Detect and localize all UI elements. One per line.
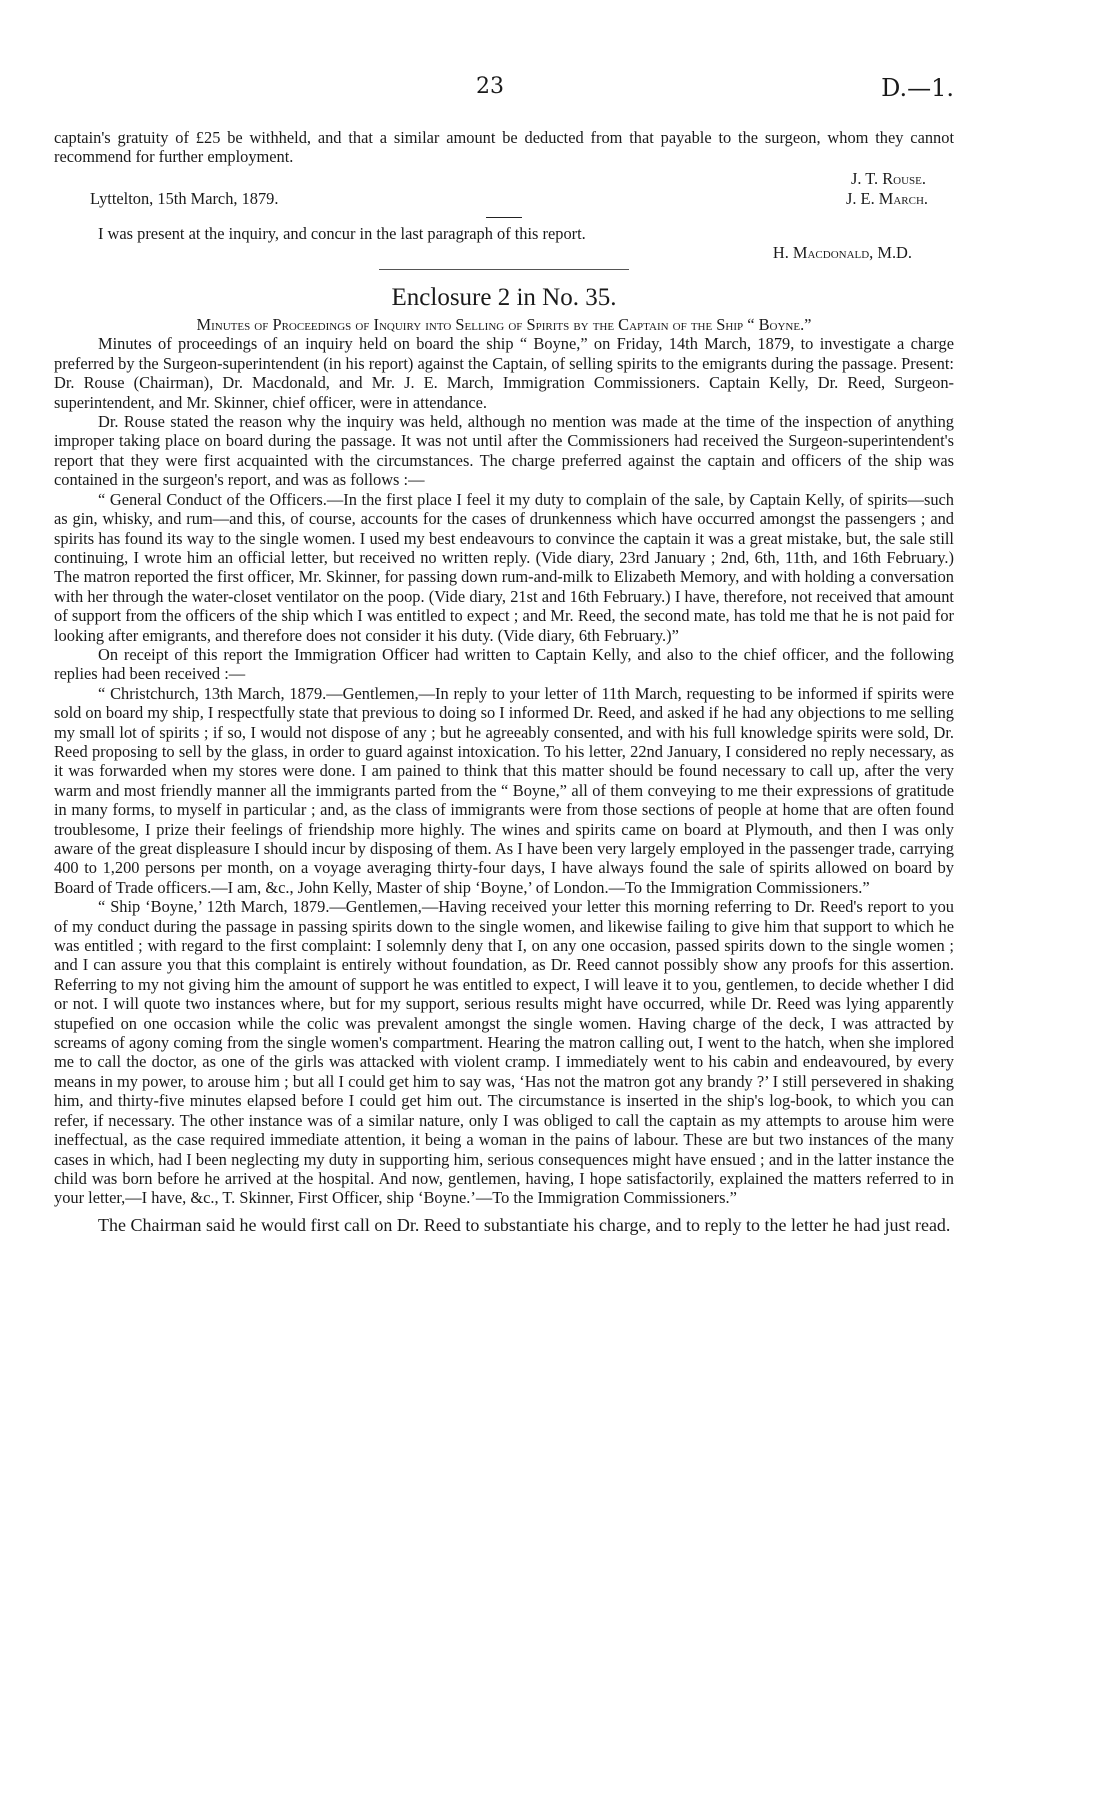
page-number: 23 [476,74,504,99]
receipt-paragraph: On receipt of this report the Immigration Officer had written to Captain Kelly, and also to the chief officer, and the following replies had been received :— [54,644,954,684]
enclosure-heading: Enclosure 2 in No. 35. [391,283,617,311]
document-body [54,128,954,1236]
section-divider [379,269,629,270]
minutes-paragraph: Minutes of proceedings of an inquiry held on board the ship “ Boyne,” on Friday, 14th March, 1879, to investigate a charge preferred by the Surgeon-superintendent (in his report) against the Captain, of selling spirits to the emigrants during the passage. Present: Dr. Rouse (Chairman), Dr. Macdonald, and Mr. J. E. March, Immigration Commissioners. Captain Kelly, Dr. Reed, Surgeon-superintendent, and Mr. Skinner, chief officer, were in attendance. [54,334,954,412]
signature-rouse: J. T. Rouse. [850,168,926,188]
intro-paragraph: captain's gratuity of £25 be withheld, and that a similar amount be deducted from that payable to the surgeon, whom they cannot recommend for further employment. [54,128,954,167]
chairman-paragraph: The Chairman said he would first call on Dr. Reed to substantiate his charge, and to reply to the letter he had just read. [98,1214,951,1235]
signature-march: J. E. March. [845,188,928,208]
page-header [0,68,1114,108]
kelly-letter: “ Christchurch, 13th March, 1879.—Gentlemen,—In reply to your letter of 11th March, requesting to be informed if spirits were sold on board my ship, I respectfully state that previous to doing so I informed Dr. Reed, and asked if he had any objections to me selling my small lot of spirits ; if so, I would not dispose of any ; but he agreeably consented, and with his full knowledge spirits were sold, Dr. Reed proposing to sell by the glass, in order to guard against intoxication. To his letter, 22nd January, I considered no reply necessary, as it was forwarded when my stores were done. I am pained to think that this matter should be found necessary to call up, after the very warm and most friendly manner all the immigrants parted from the “ Boyne,” all of them conveying to me their expressions of gratitude in many forms, to myself in particular ; and, as the class of immigrants were from those sections of people at home that are often found troublesome, I prize their feelings of friendship more highly. The wines and spirits came on board at Plymouth, and then I was only aware of the great displeasure I should incur by disposing of them. As I have been very largely employed in the passenger trade, carrying 400 to 1,200 persons per month, on a voyage averaging thirty-four days, I have always found the sale of spirits allowed on board by Board of Trade officers.—I am, &c., John Kelly, Master of ship ‘Boyne,’ of London.—To the Immigration Commissioners.” [54,683,954,897]
signature-block [54,169,954,209]
rouse-statement-paragraph: Dr. Rouse stated the reason why the inquiry was held, although no mention was made at the time of the inspection of anything improper taking place on board during the passage. It was not until after the Commissioners had received the Surgeon-superintendent's report that they were first acquainted with the circumstances. The charge preferred against the captain and officers of the ship was contained in the surgeon's report, and was as follows :— [54,412,954,490]
skinner-letter: “ Ship ‘Boyne,’ 12th March, 1879.—Gentlemen,—Having received your letter this morning referring to Dr. Reed's report to you of my conduct during the passage in passing spirits down to the single women, and likewise failing to give him that support to which he was entitled ; with regard to the first complaint: I solemnly deny that I, on any one occasion, passed spirits down to the single women ; and I can assure you that this complaint is entirely without foundation, as Dr. Reed cannot possibly show any proofs for this assertion. Referring to my not giving him the amount of support he was entitled to expect, I will leave it to you, gentlemen, to decide whether I did or not. I will quote two instances where, but for my support, serious results might have occurred, while Dr. Reed was lying apparently stupefied on one occasion while the colic was prevalent amongst the single women. Having charge of the deck, I was attracted by screams of agony coming from the single women's compartment. Hearing the matron calling out, I went to the hatch, when she implored me to call the doctor, as one of the girls was attacked with violent cramp. I immediately went to his cabin and endeavoured, by every means in my power, to arouse him ; but all I could get him to say was, ‘Has not the matron got any brandy ?’ I still persevered in shaking him, and thirty-five minutes elapsed before I could get him out. The circumstance is inserted in the ship's log-book, to which you can refer, if necessary. The other instance was of a similar nature, only I was obliged to call the captain as my attempts to arouse him were ineffectual, as the case required immediate attention, it being a woman in the pains of labour. These are but two instances of the many cases in which, had I been neglecting my duty in supporting him, serious consequences might have ensued ; and in the latter instance the child was born before he arrived at the hospital. And now, gentlemen, having, I hope satisfactorily, explained the matters referred to in your letter,—I have, &c., T. Skinner, First Officer, ship ‘Boyne.’—To the Immigration Commissioners.” [54,897,954,1208]
signature-macdonald: H. Macdonald, M.D. [772,243,912,263]
document-code: D.—1. [881,74,954,102]
divider [486,217,522,218]
place-date: Lyttelton, 15th March, 1879. [90,188,279,208]
surgeon-report-quote: “ General Conduct of the Officers.—In the first place I feel it my duty to complain of the sale, by Captain Kelly, of spirits—such as gin, whisky, and rum—and this, of course, accounts for the cases of drunkenness which have occurred amongst the passengers ; and spirits has found its way to the single women. I used my best endeavours to convince the captain it was a great mistake, but, the sale still continuing, I wrote him an official letter, but received no written reply. (Vide diary, 23rd January ; 2nd, 6th, 11th, and 16th February.) The matron reported the first officer, Mr. Skinner, for passing down rum-and-milk to Elizabeth Memory, and with holding a conversation with her through the water-closet ventilator on the poop. (Vide diary, 21st and 16th February.) I have, therefore, not received that amount of support from the officers of the ship which I was entitled to expect ; and Mr. Reed, the second mate, has told me that he is not paid for looking after emigrants, and therefore does not consider it his duty. (Vide diary, 6th February.)” [54,489,954,645]
enclosure-subheading: Minutes of Proceedings of Inquiry into Selling of Spirits by the Captain of the Ship “ Boyne.” [196,315,812,335]
concurrence-paragraph: I was present at the inquiry, and concur in the last paragraph of this report. [98,223,586,243]
